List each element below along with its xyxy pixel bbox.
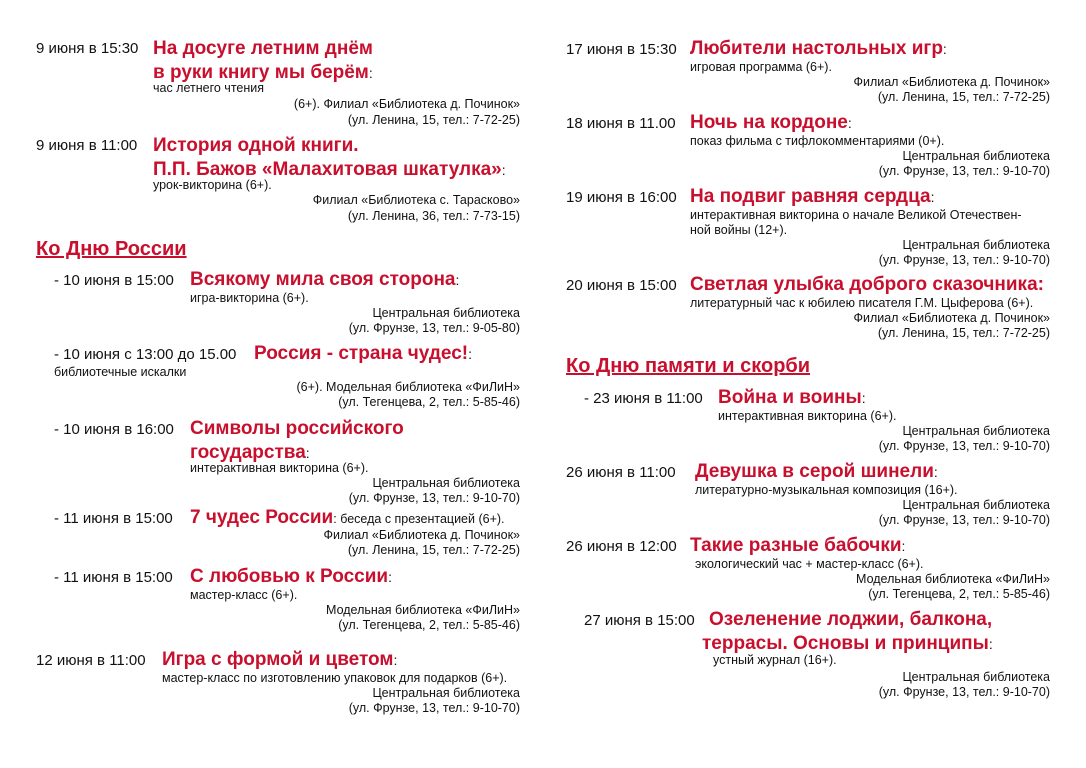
event-address: (ул. Ленина, 15, тел.: 7-72-25) [347, 543, 520, 557]
event-title: Ночь на кордоне: [690, 112, 852, 133]
event-address: (ул. Ленина, 15, тел.: 7-72-25) [347, 113, 520, 127]
event-date: - 11 июня в 15:00 [54, 510, 173, 527]
event-date: - 10 июня в 16:00 [54, 421, 174, 438]
event-date: 18 июня в 11.00 [566, 115, 676, 132]
event-address: (ул. Фрунзе, 13, тел.: 9-10-70) [348, 701, 520, 715]
event-title: С любовью к России: [190, 566, 392, 587]
event-venue: Центральная библиотека [372, 476, 520, 490]
event-address: (ул. Тегенцева, 2, тел.: 5-85-46) [338, 395, 520, 409]
section-heading-russia-day: Ко Дню России [36, 238, 187, 260]
event-date: - 23 июня в 11:00 [584, 390, 703, 407]
event-date: 26 июня в 12:00 [566, 538, 677, 555]
event-venue: (6+). Филиал «Библиотека д. Починок» [293, 97, 520, 111]
event-title: Символы российского [190, 418, 404, 439]
event-venue: Центральная библиотека [372, 306, 520, 320]
event-description: показ фильма с тифлокомментариями (0+). [690, 134, 945, 148]
event-description: экологический час + мастер-класс (6+). [695, 557, 924, 571]
event-title: Игра с формой и цветом: [162, 649, 398, 670]
event-title: На подвиг равняя сердца: [690, 186, 935, 207]
event-address: (ул. Ленина, 15, тел.: 7-72-25) [877, 90, 1050, 104]
event-venue: Филиал «Библиотека д. Починок» [323, 528, 520, 542]
event-address: (ул. Тегенцева, 2, тел.: 5-85-46) [868, 587, 1050, 601]
event-address: (ул. Фрунзе, 13, тел.: 9-10-70) [878, 685, 1050, 699]
event-description: литературный час к юбилею писателя Г.М. Цыферова (6+). [690, 296, 1034, 310]
event-venue: Центральная библиотека [902, 238, 1050, 252]
event-description: интерактивная викторина (6+). [190, 461, 369, 475]
event-date: 9 июня в 11:00 [36, 137, 138, 154]
event-title: Всякому мила своя сторона: [190, 269, 460, 290]
event-date: - 11 июня в 15:00 [54, 569, 173, 586]
event-title: Война и воины: [718, 387, 866, 408]
event-address: (ул. Тегенцева, 2, тел.: 5-85-46) [338, 618, 520, 632]
event-date: - 10 июня в 15:00 [54, 272, 174, 289]
event-description: игровая программа (6+). [690, 60, 832, 74]
event-date: 26 июня в 11:00 [566, 464, 676, 481]
event-address: (ул. Фрунзе, 13, тел.: 9-10-70) [878, 164, 1050, 178]
event-title-line2: государства: [190, 442, 310, 463]
event-title: На досуге летним днём [153, 38, 373, 59]
event-venue: Центральная библиотека [902, 670, 1050, 684]
event-address: (ул. Фрунзе, 13, тел.: 9-10-70) [878, 513, 1050, 527]
event-venue: Центральная библиотека [902, 424, 1050, 438]
event-venue: Филиал «Библиотека д. Починок» [853, 311, 1050, 325]
event-description: интерактивная викторина о начале Великой Отечествен- [690, 208, 1022, 222]
event-description-line2: ной войны (12+). [690, 223, 788, 237]
event-date: 9 июня в 15:30 [36, 40, 139, 57]
event-title-line2: террасы. Основы и принципы: [702, 633, 993, 654]
event-description: урок-викторина (6+). [153, 178, 272, 192]
section-heading-memory-day: Ко Дню памяти и скорби [566, 355, 811, 377]
event-venue: Модельная библиотека «ФиЛиН» [326, 603, 520, 617]
event-description: устный журнал (16+). [713, 653, 837, 667]
event-address: (ул. Фрунзе, 13, тел.: 9-10-70) [878, 439, 1050, 453]
event-description: игра-викторина (6+). [190, 291, 309, 305]
event-date: - 10 июня с 13:00 до 15.00 [54, 346, 237, 363]
event-title: Такие разные бабочки: [690, 535, 906, 556]
event-date: 20 июня в 15:00 [566, 277, 677, 294]
event-venue: Филиал «Библиотека д. Починок» [853, 75, 1050, 89]
event-title: Любители настольных игр: [690, 38, 947, 59]
event-title: Светлая улыбка доброго сказочника: [690, 274, 1044, 295]
event-venue: Центральная библиотека [902, 149, 1050, 163]
event-description: интерактивная викторина (6+). [718, 409, 897, 423]
event-venue: Центральная библиотека [902, 498, 1050, 512]
event-description: мастер-класс (6+). [190, 588, 298, 602]
event-title: Россия - страна чудес!: [254, 343, 472, 364]
event-address: (ул. Фрунзе, 13, тел.: 9-10-70) [348, 491, 520, 505]
event-date: 17 июня в 15:30 [566, 41, 677, 58]
event-title: 7 чудес России: беседа с презентацией (6+). [190, 507, 505, 528]
event-title: История одной книги. [153, 135, 359, 156]
event-address: (ул. Фрунзе, 13, тел.: 9-05-80) [348, 321, 520, 335]
event-venue: Центральная библиотека [372, 686, 520, 700]
event-date: 19 июня в 16:00 [566, 189, 677, 206]
event-address: (ул. Ленина, 36, тел.: 7-73-15) [347, 209, 520, 223]
event-description: мастер-класс по изготовлению упаковок для подарков (6+). [162, 671, 508, 685]
event-venue: (6+). Модельная библиотека «ФиЛиН» [296, 380, 520, 394]
event-description: час летнего чтения [153, 81, 265, 95]
event-description: литературно-музыкальная композиция (16+). [695, 483, 958, 497]
event-date: 27 июня в 15:00 [584, 612, 695, 629]
event-description: библиотечные искалки [54, 365, 187, 379]
event-title: Девушка в серой шинели: [695, 461, 938, 482]
event-title: Озеленение лоджии, балкона, [709, 609, 993, 630]
event-address: (ул. Фрунзе, 13, тел.: 9-10-70) [878, 253, 1050, 267]
event-address: (ул. Ленина, 15, тел.: 7-72-25) [877, 326, 1050, 340]
event-venue: Филиал «Библиотека с. Тарасково» [312, 193, 520, 207]
event-title-line2: П.П. Бажов «Малахитовая шкатулка»: [153, 159, 506, 180]
event-title-line2: в руки книгу мы берём: [153, 62, 373, 83]
event-date: 12 июня в 11:00 [36, 652, 146, 669]
event-venue: Модельная библиотека «ФиЛиН» [856, 572, 1050, 586]
